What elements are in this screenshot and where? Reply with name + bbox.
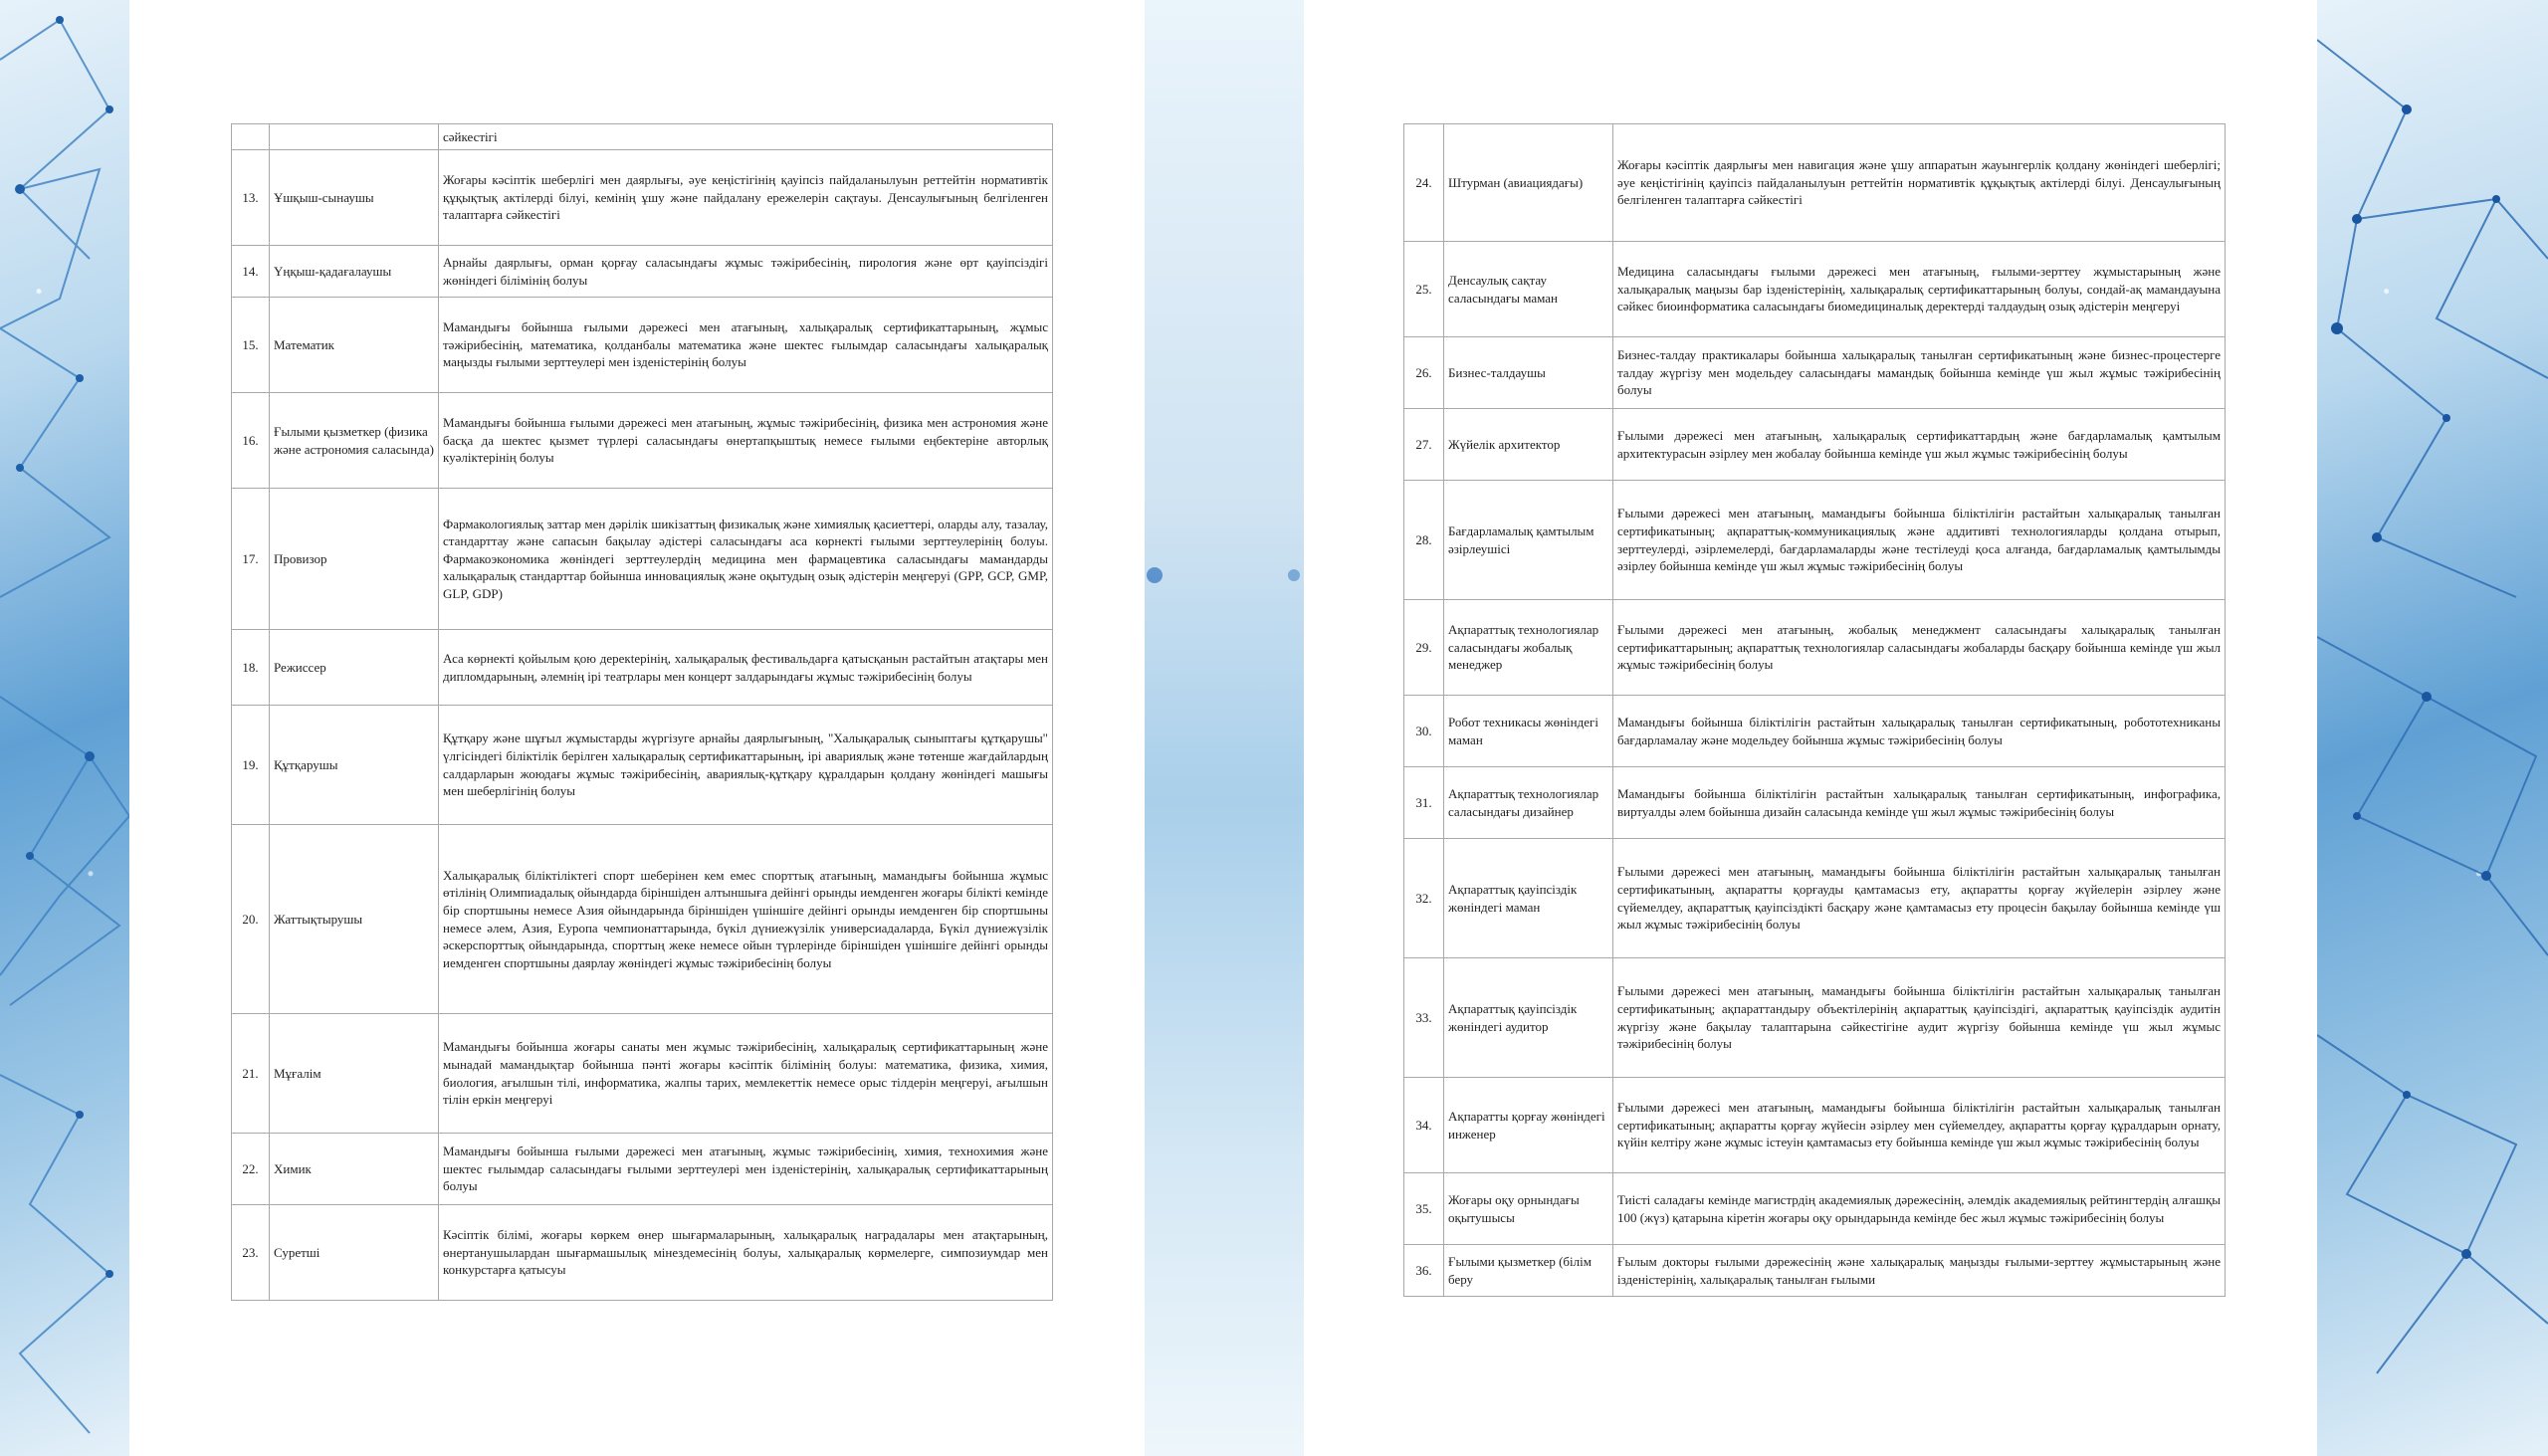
table-row (232, 1134, 1053, 1205)
row-number: 20. (232, 825, 270, 1014)
profession-name: Химик (270, 1134, 439, 1205)
row-number: 24. (1404, 124, 1444, 242)
table-row (1404, 481, 2226, 600)
table-row (1404, 1245, 2226, 1297)
row-number: 36. (1404, 1245, 1444, 1297)
table-row (1404, 124, 2226, 242)
background-gutter (1145, 0, 1304, 1456)
row-number: 33. (1404, 958, 1444, 1078)
requirement-text: Халықаралық біліктіліктегі спорт шеберінен кем емес спорттық атағының, мамандығы бойынша жұмыс өтілінің Олимпиадалық ойындарда біріншіден алтыншыға дейінгі орынды иемденген жоғары білікті кемінде бір спортшыны немесе Азия ойындарында біріншіден үшіншіге дейінгі орынды иемденген бір спортшыны немесе әлем, Азия, Еуропа чемпионаттарында, бүкіл дүниежүзілік универсиадаларда, Бүкіл дүниежүзілік әскерспорттық ойындарында, спорттың жеке немесе ойын түрлерінде біріншіден үшіншіге дейінгі орынды иемденген спортшыны даярлау жөніндегі жұмыс тәжірибесінің болуы (439, 825, 1053, 1014)
table-row (232, 825, 1053, 1014)
profession-name: Суретші (270, 1205, 439, 1301)
row-number: 27. (1404, 409, 1444, 481)
row-number: 17. (232, 489, 270, 630)
profession-name: Ақпараттық технологиялар саласындағы жобалық менеджер (1444, 600, 1613, 696)
table-row (232, 489, 1053, 630)
glow-dot-icon (1145, 0, 1304, 1456)
profession-name: Жоғары оқу орнындағы оқытушысы (1444, 1173, 1613, 1245)
requirement-text: Ғылыми дәрежесі мен атағының, мамандығы бойынша біліктілігін растайтын халықаралық танылған сертификатының, ақпаратты қорғауды қамтамасыз ету, ақпаратты қорғау жүйелерін әзірлеу және сүйемелдеу, ақпараттық қауіпсіздікті басқару және қамтамасыз ету процесін бақылау бойынша кемінде үш жыл жұмыс тәжірибесінің болуы (1613, 839, 2226, 958)
row-number: 30. (1404, 696, 1444, 767)
requirement-text: сәйкестігі (439, 124, 1053, 150)
profession-name: Ақпаратты қорғау жөніндегі инженер (1444, 1078, 1613, 1173)
table-row (1404, 839, 2226, 958)
row-number: 15. (232, 298, 270, 393)
row-number: 32. (1404, 839, 1444, 958)
requirement-text: Жоғары кәсіптік даярлығы мен навигация және ұшу аппаратын жауынгерлік қолдану жөніндегі шеберлігі; әуе кеңістігінің қауіпсіз пайдаланылуын реттейтін нормативтік құқықтық актілерді білуі. Денсаулығының белгіленген талаптарға сәйкестігі (1613, 124, 2226, 242)
requirement-text: Мамандығы бойынша біліктілігін растайтын халықаралық танылған сертификатының, робототехниканы бағдарламалау және модельдеу бойынша жұмыс тәжірибесінің болуы (1613, 696, 2226, 767)
requirement-text: Ғылыми дәрежесі мен атағының, мамандығы бойынша біліктілігін растайтын халықаралық танылған сертификатының; ақпараттандыру объектілерінің ақпараттық қауіпсіздігі, ақпараттық қауіпсіздік аудитін жүргізу және бақылау талаптарына сәйкестігіне аудит жүргізу бойынша кемінде үш жыл жұмыс тәжірибесінің болуы (1613, 958, 2226, 1078)
table-row (1404, 242, 2226, 337)
profession-name: Штурман (авиациядағы) (1444, 124, 1613, 242)
profession-requirements-table (1403, 123, 2226, 1297)
profession-name: Денсаулық сақтау саласындағы маман (1444, 242, 1613, 337)
table-row (1404, 767, 2226, 839)
profession-name: Ғылыми қызметкер (білім беру (1444, 1245, 1613, 1297)
row-number: 34. (1404, 1078, 1444, 1173)
profession-name: Мұғалім (270, 1014, 439, 1134)
row-number: 28. (1404, 481, 1444, 600)
row-number: 14. (232, 246, 270, 298)
table-row (1404, 1078, 2226, 1173)
document-page-left (129, 0, 1145, 1456)
table-row (232, 1014, 1053, 1134)
table-row (232, 150, 1053, 246)
table-row (232, 630, 1053, 706)
table-row (232, 124, 1053, 150)
network-pattern-icon (2317, 0, 2548, 1456)
row-number: 21. (232, 1014, 270, 1134)
table-row (1404, 696, 2226, 767)
row-number: 23. (232, 1205, 270, 1301)
profession-name: Бизнес-талдаушы (1444, 337, 1613, 409)
profession-name: Режиссер (270, 630, 439, 706)
requirement-text: Ғылым докторы ғылыми дәрежесінің және халықаралық маңызды ғылыми-зерттеу жұмыстарының және ізденістерінің, халықаралық танылған ғылыми (1613, 1245, 2226, 1297)
table-row (1404, 958, 2226, 1078)
document-page-right (1304, 0, 2317, 1456)
requirement-text: Ғылыми дәрежесі мен атағының, жобалық менеджмент саласындағы халықаралық танылған сертификаттарының; ақпараттық технологиялар саласындағы жобаларды басқару бойынша кемінде үш жыл жұмыс тәжірибесінің болуы (1613, 600, 2226, 696)
table-row (232, 1205, 1053, 1301)
table-row (232, 298, 1053, 393)
requirement-text: Тиісті саладағы кемінде магистрдің академиялық дәрежесінің, әлемдік академиялық рейтингтердің алғашқы 100 (жүз) қатарына кіретін жоғары оқу орындарында кемінде бес жыл жұмыс тәжірибесінің болуы (1613, 1173, 2226, 1245)
profession-name (270, 124, 439, 150)
table-row (1404, 600, 2226, 696)
requirement-text: Кәсіптік білімі, жоғары көркем өнер шығармаларының, халықаралық наградалары мен атақтарының, өнертанушылардан шығармашылық мінездемесінің болуы, халықаралық көрмелерге, симпозиумдар мен конкурстарға қатысуы (439, 1205, 1053, 1301)
row-number: 29. (1404, 600, 1444, 696)
row-number: 26. (1404, 337, 1444, 409)
requirement-text: Бизнес-талдау практикалары бойынша халықаралық танылған сертификатының және бизнес-процестерге талдау жүргізу мен модельдеу саласындағы мамандық бойынша кемінде үш жыл жұмыс тәжірибесінің болуы (1613, 337, 2226, 409)
requirement-text: Мамандығы бойынша біліктілігін растайтын халықаралық танылған сертификатының, инфографика, виртуалды әлем бойынша дизайн саласында кемінде үш жыл жұмыс тәжірибесінің болуы (1613, 767, 2226, 839)
profession-name: Провизор (270, 489, 439, 630)
table-row (232, 393, 1053, 489)
requirement-text: Мамандығы бойынша ғылыми дәрежесі мен атағының, жұмыс тәжірибесінің, химия, технохимия және шектес ғылымдар саласындағы ғылыми зерттеулері мен ізденістерінің, халықаралық сертификаттарының болуы (439, 1134, 1053, 1205)
background-network-left (0, 0, 129, 1456)
row-number: 16. (232, 393, 270, 489)
table-row (1404, 409, 2226, 481)
network-pattern-icon (0, 0, 129, 1456)
requirement-text: Ғылыми дәрежесі мен атағының, мамандығы бойынша біліктілігін растайтын халықаралық танылған сертификатының; ақпараттық-коммуникациялық және аддитивті технологияларды қолдана отырып, зерттеулерді, әзірлемелерді, бағдарламаларды және тестілеуді қоса алғанда, бағдарламалық қамтылымды әзірлеу бойынша кемінде үш жыл жұмыс тәжірибесінің болуы (1613, 481, 2226, 600)
requirement-text: Аса көрнекті қойылым қою дерекtерінің, халықаралық фестивальдарға қатысқанын растайтын атақтары мен дипломдарының, әлемнің ірі театрлары мен концерт залдарындағы жұмыс тәжірибесінің болуы (439, 630, 1053, 706)
requirement-text: Арнайы даярлығы, орман қорғау саласындағы жұмыс тәжірибесінің, пирология және өрт қауіпсіздігі жөніндегі білімінің болуы (439, 246, 1053, 298)
row-number (232, 124, 270, 150)
profession-name: Жаттықтырушы (270, 825, 439, 1014)
profession-name: Ақпараттық қауіпсіздік жөніндегі маман (1444, 839, 1613, 958)
table-body (1404, 124, 2226, 1297)
table-row (1404, 337, 2226, 409)
profession-name: Бағдарламалық қамтылым әзірлеушісі (1444, 481, 1613, 600)
table-row (1404, 1173, 2226, 1245)
row-number: 35. (1404, 1173, 1444, 1245)
requirement-text: Медицина саласындағы ғылыми дәрежесі мен атағының, ғылыми-зерттеу жұмыстарының және халықаралық маңызы бар ізденістерінің, халықаралық сертификаттарының болуы, сондай-ақ мамандауына сәйкес биоинформатика саласындағы биомедициналық деректерді талдаудың озық әдістерін меңгеруі (1613, 242, 2226, 337)
profession-name: Математик (270, 298, 439, 393)
requirement-text: Ғылыми дәрежесі мен атағының, мамандығы бойынша біліктілігін растайтын халықаралық танылған сертификатының; ақпаратты қорғау жүйесін әзірлеу мен сүйемелдеу, ақпаратты қорғау құралдарын орнату, күйін келтіру және жұмыс істеуін қамтамасыз ету бойынша кемінде үш жыл жұмыс тәжірибесінің болуы (1613, 1078, 2226, 1173)
profession-name: Ұшқыш-сынаушы (270, 150, 439, 246)
row-number: 19. (232, 706, 270, 825)
requirement-text: Ғылыми дәрежесі мен атағының, халықаралық сертификаттардың және бағдарламалық қамтылым архитектурасын әзірлеу мен жобалау бойынша кемінде үш жыл жұмыс тәжірибесінің болуы (1613, 409, 2226, 481)
row-number: 18. (232, 630, 270, 706)
requirement-text: Мамандығы бойынша жоғары санаты мен жұмыс тәжірибесінің, халықаралық сертификаттарының және мынадай мамандықтар бойынша пәнті жоғары кәсіптік білімінің болуы: математика, физика, химия, биология, ағылшын тілі, информатика, жалпы тарих, мемлекеттік немесе орыс тілдерін меңгеруі, ағылшын тілін еркін меңгеруі (439, 1014, 1053, 1134)
requirement-text: Фармакологиялық заттар мен дәрілік шикізаттың физикалық және химиялық қасиеттері, оларды алу, тазалау, стандарттау және сапасын бақылау әдістері саласындағы аса көрнекті ғылыми зерттеулерінің болуы. Фармакоэкономика жөніндегі зерттеулердің медицина мен фармацевтика саласындағы мамандарды халықаралық стандарттар бойынша инновациялық және оқытудың озық әдістерін меңгеруі (GPP, GCP, GMP, GLP, GDP) (439, 489, 1053, 630)
row-number: 31. (1404, 767, 1444, 839)
profession-name: Ғылыми қызметкер (физика және астрономия саласында) (270, 393, 439, 489)
requirement-text: Құтқару және шұғыл жұмыстарды жүргізуге арнайы даярлығының, "Халықаралық сыныптағы құтқарушы" үлгісіндегі біліктілік берілген халықаралық сертификаттарының, ірі авариялық және төтенше жағдайлардың салдарларын жоюдағы жұмыс тәжірибесінің, авариялық-құтқару құралдарын қолдану жөніндегі машығы мен шеберлігінің болуы (439, 706, 1053, 825)
requirement-text: Мамандығы бойынша ғылыми дәрежесі мен атағының, халықаралық сертификаттарының, жұмыс тәжірибесінің, математика, қолданбалы математика және шектес ғылымдар саласындағы халықаралық маңызды ғылыми зерттеулері мен ізденістерінің болуы (439, 298, 1053, 393)
table-row (232, 246, 1053, 298)
profession-name: Робот техникасы жөніндегі маман (1444, 696, 1613, 767)
row-number: 25. (1404, 242, 1444, 337)
profession-name: Жүйелік архитектор (1444, 409, 1613, 481)
table-row (232, 706, 1053, 825)
profession-requirements-table (231, 123, 1053, 1301)
background-network-right (2317, 0, 2548, 1456)
requirement-text: Мамандығы бойынша ғылыми дәрежесі мен атағының, жұмыс тәжірибесінің, физика мен астрономия және басқа да шектес қызмет түрлері саласындағы өнертапқыштық немесе ғылыми еңбектеріне авторлық куәліктерінің болуы (439, 393, 1053, 489)
profession-name: Үңқыш-қадағалаушы (270, 246, 439, 298)
row-number: 22. (232, 1134, 270, 1205)
requirement-text: Жоғары кәсіптік шеберлігі мен даярлығы, әуе кеңістігінің қауіпсіз пайдаланылуын реттейтін нормативтік құқықтық актілерді білуі, кемінің ұшу және пайдалану ережелерін сақтауы. Денсаулығының белгіленген талаптарға сәйкестігі (439, 150, 1053, 246)
profession-name: Ақпараттық технологиялар саласындағы дизайнер (1444, 767, 1613, 839)
table-body (232, 124, 1053, 1301)
profession-name: Ақпараттық қауіпсіздік жөніндегі аудитор (1444, 958, 1613, 1078)
profession-name: Құтқарушы (270, 706, 439, 825)
row-number: 13. (232, 150, 270, 246)
